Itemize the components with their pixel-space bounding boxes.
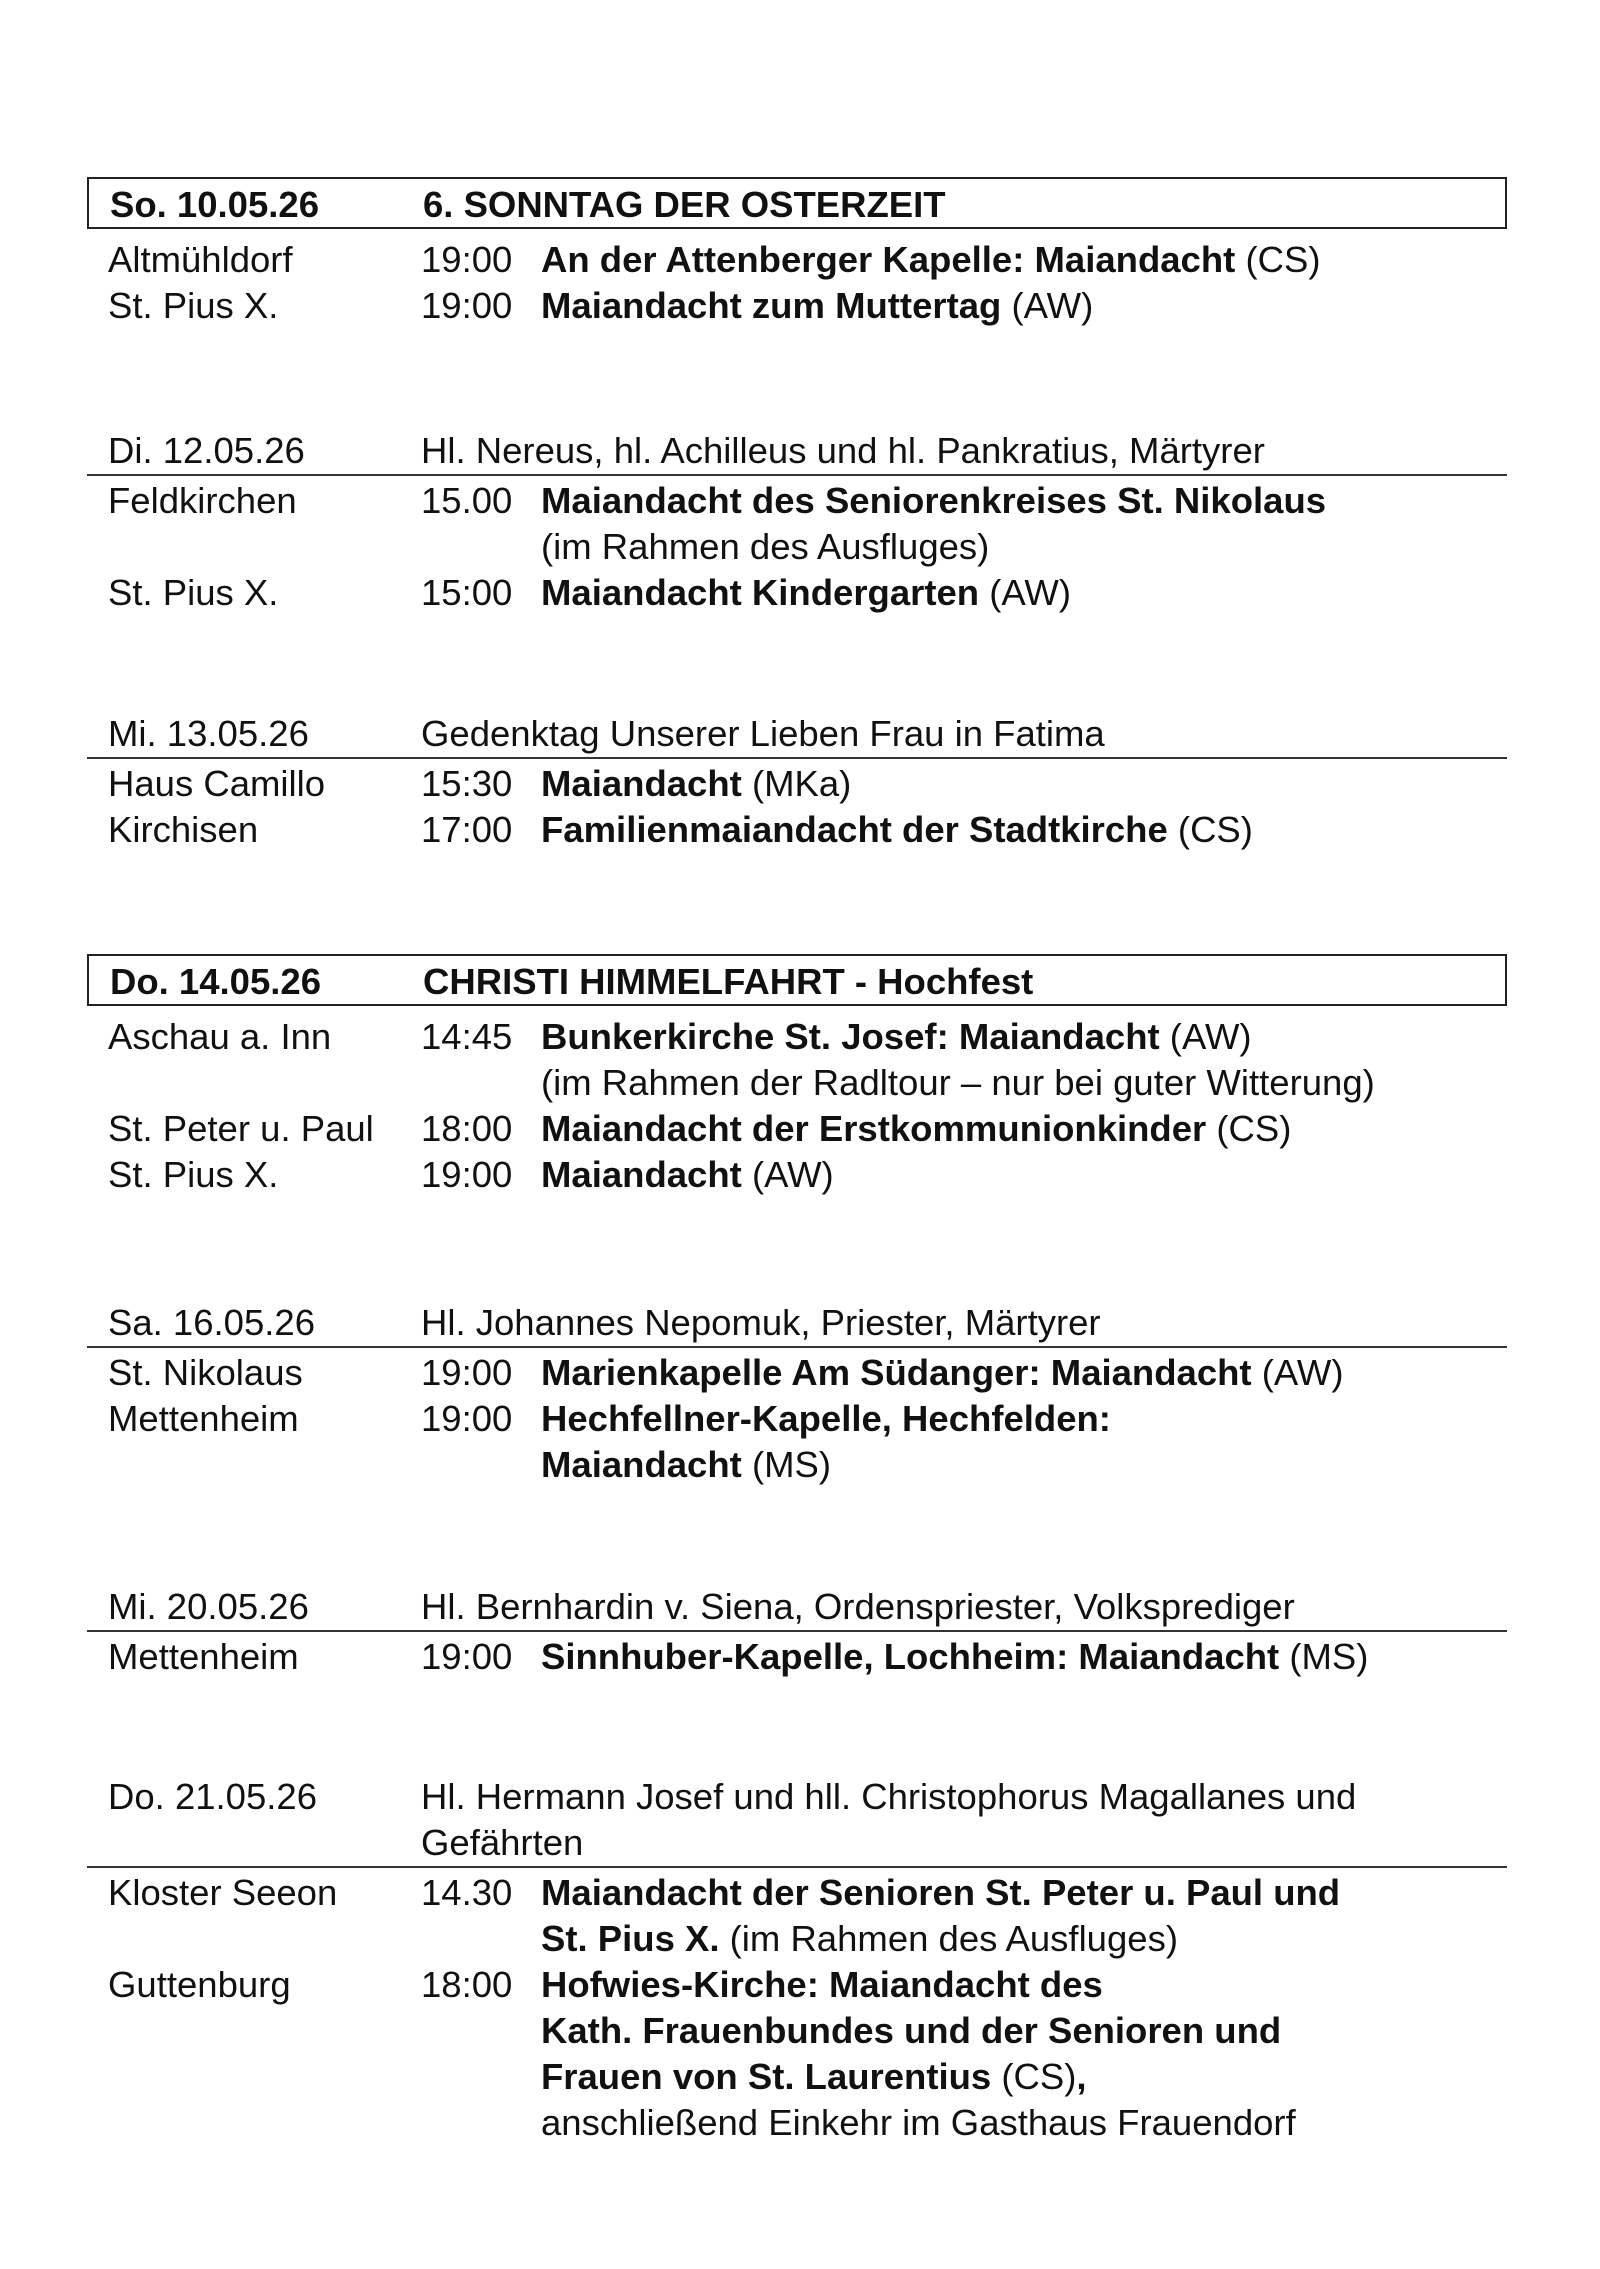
event-place: Mettenheim [108,1398,299,1439]
event-note: (MS) [1279,1636,1369,1677]
event-place: St. Pius X. [108,572,279,613]
event-text [541,1396,1111,1442]
day-date: Do. 21.05.26 [108,1776,318,1817]
event-note: (MS) [741,1444,831,1485]
event-text [541,1014,1252,1060]
event-time: 14:45 [421,1016,513,1057]
event-title: Kath. Frauenbundes und der Senioren und [541,2010,1282,2051]
event-note: (CS) [1206,1108,1292,1149]
event-text [541,478,1326,524]
event-note: (CS) [1167,809,1253,850]
event-text [541,1152,834,1198]
event-text [541,283,1093,329]
day-title: Hl. Bernhardin v. Siena, Ordenspriester, Volksprediger [421,1586,1295,1627]
event-title: Maiandacht [541,763,742,804]
event-note: (im Rahmen des Ausfluges) [541,526,990,567]
event-text [541,1060,1375,1106]
event-row [87,478,1507,524]
event-time: 19:00 [421,285,513,326]
event-title: Bunkerkirche St. Josef: Maiandacht [541,1016,1160,1057]
event-note: (AW) [1251,1352,1344,1393]
event-continuation [87,2054,1507,2100]
event-continuation [87,2008,1507,2054]
day-date: Mi. 20.05.26 [108,1586,309,1627]
event-row [87,1350,1507,1396]
event-text [541,2100,1296,2146]
day-title: Gedenktag Unserer Lieben Frau in Fatima [421,713,1105,754]
event-row [87,570,1507,616]
event-text [541,1350,1343,1396]
event-text [541,761,851,807]
day-block [87,1300,1507,1488]
event-title: St. Pius X. [541,1918,720,1959]
event-time: 19:00 [421,1352,513,1393]
event-title: Maiandacht zum Muttertag [541,285,1002,326]
event-note: (AW) [741,1154,834,1195]
event-time: 15:00 [421,572,513,613]
day-header [87,711,1507,759]
day-header-row [87,1584,1507,1630]
event-time: 17:00 [421,809,513,850]
event-row [87,1634,1507,1680]
day-header [87,1584,1507,1632]
day-title: CHRISTI HIMMELFAHRT - Hochfest [423,961,1034,1002]
event-note: (AW) [1001,285,1094,326]
event-row [87,807,1507,853]
event-note: (CS) [991,2056,1077,2097]
event-time: 19:00 [421,1398,513,1439]
event-note: (CS) [1235,239,1321,280]
day-date: Sa. 16.05.26 [108,1302,316,1343]
event-time: 18:00 [421,1964,513,2005]
event-time: 19:00 [421,1154,513,1195]
event-place: Haus Camillo [108,763,326,804]
event-text [541,1634,1368,1680]
event-time: 15.00 [421,480,513,521]
event-row [87,1962,1507,2008]
event-text [541,237,1320,283]
event-continuation [87,1916,1507,1962]
event-text [541,1106,1291,1152]
feast-header [87,177,1507,229]
event-row [87,1106,1507,1152]
day-header-row [89,179,1505,231]
event-title: An der Attenberger Kapelle: Maiandacht [541,239,1236,280]
event-note: (im Rahmen des Ausfluges) [719,1918,1178,1959]
event-title: Maiandacht [541,1444,742,1485]
day-block [87,177,1507,329]
event-text [541,524,989,570]
day-header-row [87,428,1507,474]
event-row [87,1152,1507,1198]
event-note: (MKa) [741,763,852,804]
event-text [541,570,1071,616]
event-title: Hofwies-Kirche: Maiandacht des [541,1964,1103,2005]
event-place: St. Peter u. Paul [108,1108,374,1149]
event-title: Familienmaiandacht der Stadtkirche [541,809,1168,850]
day-block [87,711,1507,853]
event-time: 14.30 [421,1872,513,1913]
event-note: anschließend Einkehr im Gasthaus Frauendorf [541,2102,1296,2143]
event-time: 15:30 [421,763,513,804]
event-title: Hechfellner-Kapelle, Hechfelden: [541,1398,1111,1439]
event-time: 18:00 [421,1108,513,1149]
event-row [87,283,1507,329]
event-note: (im Rahmen der Radltour – nur bei guter Witterung) [541,1062,1375,1103]
event-continuation [87,1060,1507,1106]
event-text [541,1962,1103,2008]
day-block [87,1774,1507,2146]
day-title: Hl. Nereus, hl. Achilleus und hl. Pankratius, Märtyrer [421,430,1265,471]
day-header-row [87,1300,1507,1346]
day-block [87,428,1507,616]
event-row [87,237,1507,283]
event-place: Feldkirchen [108,480,297,521]
event-continuation [87,2100,1507,2146]
event-title: Maiandacht der Erstkommunionkinder [541,1108,1207,1149]
event-time: 19:00 [421,1636,513,1677]
day-title: Hl. Johannes Nepomuk, Priester, Märtyrer [421,1302,1101,1343]
event-text [541,2054,1087,2100]
event-row [87,1014,1507,1060]
day-header [87,428,1507,476]
event-place: St. Pius X. [108,1154,279,1195]
event-place: Kloster Seeon [108,1872,338,1913]
event-title: Frauen von St. Laurentius [541,2056,992,2097]
event-title: Maiandacht der Senioren St. Peter u. Paul und [541,1872,1341,1913]
event-title: Maiandacht [541,1154,742,1195]
event-row [87,1396,1507,1442]
day-block [87,954,1507,1198]
day-date: Mi. 13.05.26 [108,713,309,754]
event-row [87,761,1507,807]
event-text [541,807,1253,853]
event-note: (AW) [1159,1016,1252,1057]
day-date: Di. 12.05.26 [108,430,305,471]
event-time: 19:00 [421,239,513,280]
event-place: Altmühldorf [108,239,293,280]
day-date: So. 10.05.26 [110,184,320,225]
day-header-row [89,956,1505,1008]
event-title: Marienkapelle Am Südanger: Maiandacht [541,1352,1252,1393]
day-date: Do. 14.05.26 [110,961,322,1002]
event-row [87,1870,1507,1916]
feast-header [87,954,1507,1006]
day-header [87,1300,1507,1348]
event-place: Mettenheim [108,1636,299,1677]
event-title: Sinnhuber-Kapelle, Lochheim: Maiandacht [541,1636,1280,1677]
event-title: Maiandacht Kindergarten [541,572,980,613]
event-place: St. Pius X. [108,285,279,326]
event-continuation [87,1442,1507,1488]
event-place: Aschau a. Inn [108,1016,332,1057]
day-block [87,1584,1507,1680]
event-title: , [1076,2056,1087,2097]
event-text [541,2008,1281,2054]
day-title: Hl. Hermann Josef und hll. Christophorus Magallanes und Gefährten [421,1776,1357,1863]
event-text [541,1870,1340,1916]
event-note: (AW) [979,572,1071,613]
event-place: St. Nikolaus [108,1352,303,1393]
event-place: Kirchisen [108,809,259,850]
event-continuation [87,524,1507,570]
day-title: 6. SONNTAG DER OSTERZEIT [423,184,946,225]
day-header-row [87,711,1507,757]
day-header [87,1774,1507,1868]
event-place: Guttenburg [108,1964,291,2005]
event-text [541,1916,1178,1962]
day-header-row [87,1774,1507,1866]
event-title: Maiandacht des Seniorenkreises St. Nikolaus [541,480,1327,521]
event-text [541,1442,831,1488]
